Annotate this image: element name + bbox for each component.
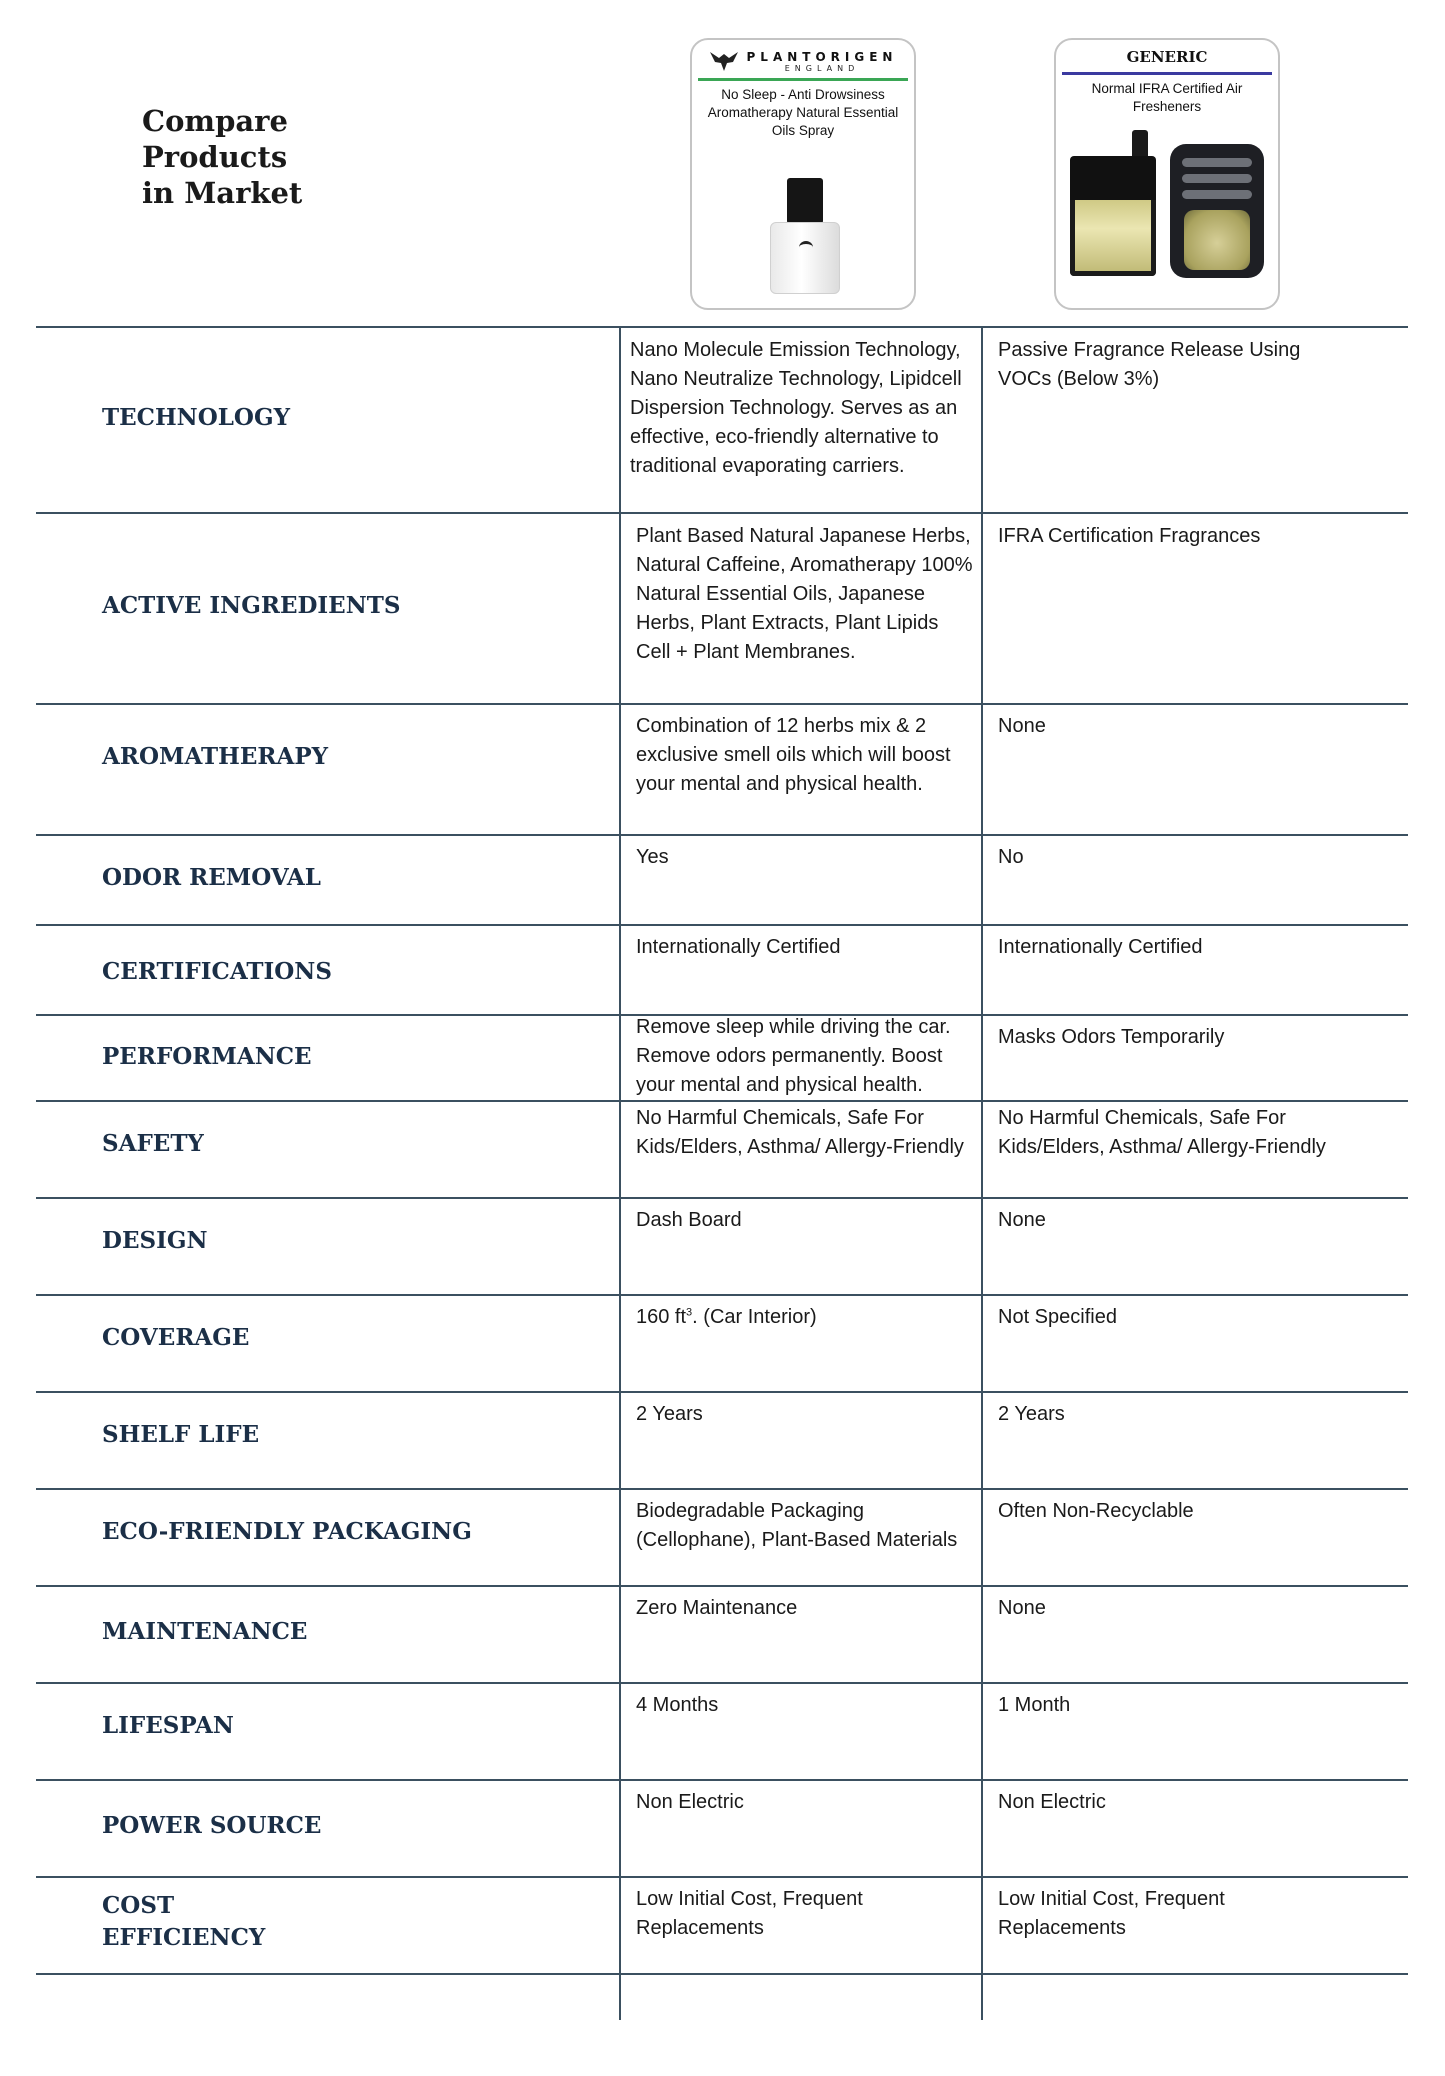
plantorigen-product-card: [690, 38, 916, 310]
feature-label: COVERAGE: [102, 1324, 250, 1351]
plantorigen-value: Combination of 12 herbs mix & 2 exclusive smell oils which will boost your mental and physical health.: [636, 715, 951, 795]
feature-label: PERFORMANCE: [102, 1043, 312, 1070]
column-divider: [619, 326, 621, 2020]
page-heading: [142, 103, 302, 211]
generic-value: No Harmful Chemicals, Safe For Kids/Elders, Asthma/ Allergy-Friendly: [998, 1107, 1326, 1158]
feature-label: MAINTENANCE: [102, 1618, 308, 1645]
generic-value: Internationally Certified: [998, 936, 1203, 958]
feature-label: AROMATHERAPY: [102, 743, 329, 770]
feature-label: [102, 1890, 265, 1954]
feature-label-line: EFFICIENCY: [102, 1924, 266, 1951]
generic-value: Not Specified: [998, 1306, 1117, 1328]
air-freshener-image: [1068, 130, 1268, 280]
heading-line: Compare: [142, 104, 288, 138]
feature-label: ODOR REMOVAL: [102, 864, 321, 891]
plantorigen-value: Biodegradable Packaging (Cellophane), Plant-Based Materials: [636, 1500, 958, 1551]
generic-value: None: [998, 715, 1046, 737]
feature-label: CERTIFICATIONS: [102, 958, 332, 985]
generic-title: GENERIC: [1126, 48, 1208, 66]
plantorigen-brand: [692, 44, 914, 78]
plantorigen-value: [636, 1303, 976, 1332]
generic-value: IFRA Certification Fragrances: [998, 525, 1261, 547]
plantorigen-value: Plant Based Natural Japanese Herbs, Natural Caffeine, Aromatherapy 100% Natural Essential Oils, Japanese Herbs, Plant Extracts, Plant Lipids Cell + Plant Membranes.: [636, 525, 973, 663]
generic-value: 2 Years: [998, 1403, 1065, 1425]
brand-subtitle: ENGLAND: [784, 63, 860, 73]
table-rule: [36, 1391, 1408, 1393]
plantorigen-value: Zero Maintenance: [636, 1597, 798, 1619]
plantorigen-value: Yes: [636, 846, 669, 868]
generic-product-card: [1054, 38, 1280, 310]
feature-label: ACTIVE INGREDIENTS: [102, 592, 401, 619]
table-rule: [36, 1973, 1408, 1975]
feature-label: SHELF LIFE: [102, 1421, 260, 1448]
table-rule: [36, 1585, 1408, 1587]
plantorigen-value: No Harmful Chemicals, Safe For Kids/Elders, Asthma/ Allergy-Friendly: [636, 1107, 964, 1158]
table-rule: [36, 512, 1408, 514]
generic-value: None: [998, 1597, 1046, 1619]
table-rule: [36, 1294, 1408, 1296]
feature-label: LIFESPAN: [102, 1712, 234, 1739]
generic-value: No: [998, 846, 1024, 868]
table-rule: [36, 1779, 1408, 1781]
plantorigen-value: Internationally Certified: [636, 936, 841, 958]
table-rule: [36, 703, 1408, 705]
generic-value: Non Electric: [998, 1791, 1106, 1813]
plantorigen-value: Dash Board: [636, 1209, 742, 1231]
table-rule: [36, 1488, 1408, 1490]
table-rule: [36, 1876, 1408, 1878]
generic-value: Masks Odors Temporarily: [998, 1026, 1225, 1048]
feature-label: TECHNOLOGY: [102, 404, 291, 431]
plantorigen-value: Low Initial Cost, Frequent Replacements: [636, 1888, 863, 1939]
feature-label: ECO-FRIENDLY PACKAGING: [102, 1518, 472, 1545]
heading-line: Products: [142, 140, 288, 174]
feature-label-line: COST: [102, 1892, 175, 1919]
table-rule: [36, 924, 1408, 926]
coverage-value: 160 ft: [636, 1306, 687, 1328]
table-rule: [36, 1682, 1408, 1684]
generic-value: Often Non-Recyclable: [998, 1500, 1194, 1522]
plantorigen-value: Non Electric: [636, 1791, 744, 1813]
generic-description: Normal IFRA Certified Air Fresheners: [1091, 81, 1243, 114]
feature-label: POWER SOURCE: [102, 1812, 322, 1839]
plantorigen-value: 4 Months: [636, 1694, 719, 1716]
eagle-logo-icon: [709, 50, 739, 72]
heading-line: in Market: [142, 176, 303, 210]
coverage-exponent: 3: [686, 1306, 693, 1319]
generic-value: 1 Month: [998, 1694, 1071, 1716]
feature-label: SAFETY: [102, 1130, 204, 1157]
spray-bottle-image: [770, 178, 840, 294]
generic-value: Passive Fragrance Release Using VOCs (Below 3%): [998, 339, 1301, 390]
plantorigen-value: Nano Molecule Emission Technology, Nano Neutralize Technology, Lipidcell Dispersion Technology. Serves as an effective, eco-friendly alternative to traditional evaporating carriers.: [630, 339, 962, 477]
coverage-suffix: . (Car Interior): [692, 1306, 817, 1328]
generic-value: None: [998, 1209, 1046, 1231]
plantorigen-value: Remove sleep while driving the car. Remove odors permanently. Boost your mental and physical health.: [636, 1016, 951, 1096]
table-rule: [36, 1100, 1408, 1102]
column-divider: [981, 326, 983, 2020]
plantorigen-description: No Sleep - Anti Drowsiness Aromatherapy Natural Essential Oils Spray: [707, 87, 899, 138]
feature-label: DESIGN: [102, 1227, 208, 1254]
generic-value: Low Initial Cost, Frequent Replacements: [998, 1888, 1225, 1939]
table-rule: [36, 1197, 1408, 1199]
table-rule: [36, 326, 1408, 328]
brand-name: PLANTORIGEN: [746, 49, 898, 64]
plantorigen-value: 2 Years: [636, 1403, 703, 1425]
table-rule: [36, 834, 1408, 836]
